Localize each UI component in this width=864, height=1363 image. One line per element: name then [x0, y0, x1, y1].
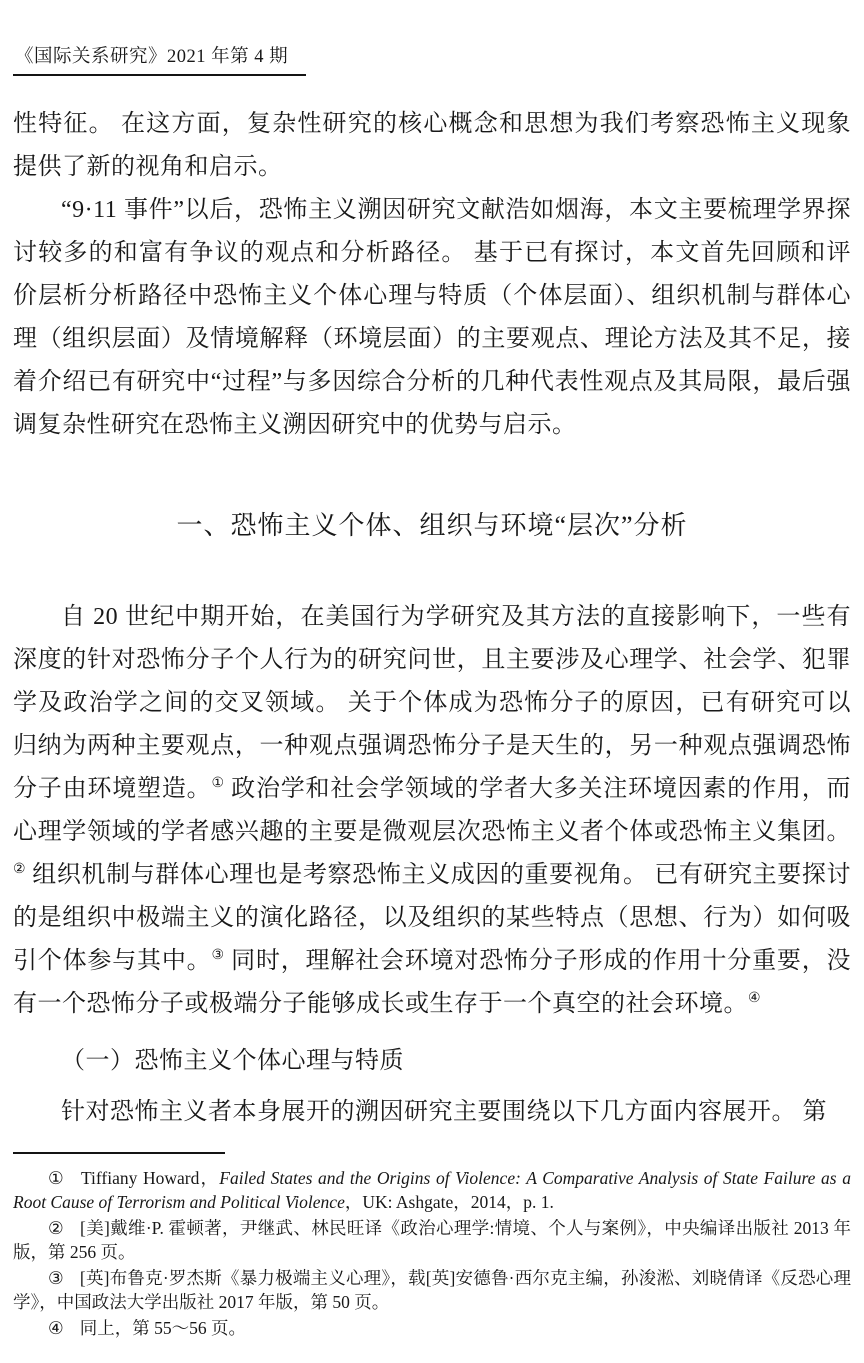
footnote-marker: ④ [48, 1318, 64, 1338]
footnote-marker: ② [48, 1218, 65, 1238]
footnote-ref: ② [13, 862, 26, 877]
footnote [13, 1166, 851, 1214]
footnote [13, 1216, 851, 1264]
footnote-ref: ④ [748, 991, 761, 1006]
subsection-heading [13, 1040, 851, 1083]
section-heading: 一、恐怖主义个体、组织与环境“层次”分析 [176, 511, 688, 540]
text-run: [美]戴维·P. 霍顿著，尹继武、林民旺译《政治心理学:情境、个人与案例》，中央编译出版社 2013 年版，第 256 页。 [13, 1218, 851, 1262]
footnote-list [13, 1166, 851, 1340]
footnote-separator [13, 1152, 225, 1154]
text-run: 针对恐怖主义者本身展开的溯因研究主要围绕以下几方面内容展开。 第 [61, 1099, 827, 1125]
footnote-ref: ① [211, 776, 225, 791]
footnotes [13, 1152, 851, 1340]
text-run: 性特征。 在这方面，复杂性研究的核心概念和思想为我们考察恐怖主义现象提供了新的视角和启示。 [13, 111, 851, 180]
footnote-marker: ① [48, 1168, 65, 1188]
text-run: [英]布鲁克·罗杰斯《暴力极端主义心理》，载[英]安德鲁·西尔克主编，孙浚淞、刘晓倩译《反恐心理学》，中国政法大学出版社 2017 年版，第 50 页。 [13, 1268, 851, 1312]
footnote-marker: ③ [48, 1268, 64, 1288]
text-run: Tiffiany Howard， [80, 1168, 220, 1188]
body-paragraph [13, 596, 851, 1026]
text-run: 同时，理解社会环境对恐怖分子形成的作用十分重要，没有一个恐怖分子或极端分子能够成长或生存于一个真空的社会环境。 [13, 948, 852, 1017]
text-run: Failed States and the Origins of Violence: A Comparative Analysis of State Failure as a Root Cause of Terrorism and Political Violence [13, 1168, 851, 1212]
body-paragraph [13, 103, 851, 189]
footnote-ref: ③ [211, 948, 225, 963]
body-paragraph [13, 1091, 851, 1134]
text-run: 自 20 世纪中期开始，在美国行为学研究及其方法的直接影响下，一些有深度的针对恐怖分子个人行为的研究问世，且主要涉及心理学、社会学、犯罪学及政治学之间的交叉领域。 关于个体成为恐怖分子的原因，已有研究可以归纳为两种主要观点，一种观点强调恐怖分子是天生的，另一种观点强调恐怖分子由环境塑造。 [13, 604, 851, 802]
text-run: “9·11 事件”以后，恐怖主义溯因研究文献浩如烟海，本文主要梳理学界探讨较多的和富有争议的观点和分析路径。 基于已有探讨，本文首先回顾和评价层析分析路径中恐怖主义个体心理与特质（个体层面）、组织机制与群体心理（组织层面）及情境解释（环境层面）的主要观点、理论方法及其不足，接着介绍已有研究中“过程”与多因综合分析的几种代表性观点及其局限，最后强调复杂性研究在恐怖主义溯因研究中的优势与启示。 [13, 197, 851, 438]
footnote [13, 1266, 851, 1314]
journal-header: 《国际关系研究》2021 年第 4 期 [13, 42, 306, 76]
article-body [13, 103, 851, 1134]
footnote [13, 1316, 851, 1340]
text-run: 政治学和社会学领域的学者大多关注环境因素的作用，而心理学领域的学者感兴趣的主要是微观层次恐怖主义者个体或恐怖主义集团。 [13, 776, 852, 845]
text-run: ，UK: Ashgate，2014，p. 1. [344, 1192, 554, 1212]
text-run: 组织机制与群体心理也是考察恐怖主义成因的重要视角。 已有研究主要探讨的是组织中极端主义的演化路径，以及组织的某些特点（思想、行为）如何吸引个体参与其中。 [13, 862, 851, 974]
body-paragraph [13, 189, 851, 447]
text-run: 同上，第 55～56 页。 [79, 1318, 246, 1338]
text-run: （一）恐怖主义个体心理与特质 [61, 1048, 404, 1074]
